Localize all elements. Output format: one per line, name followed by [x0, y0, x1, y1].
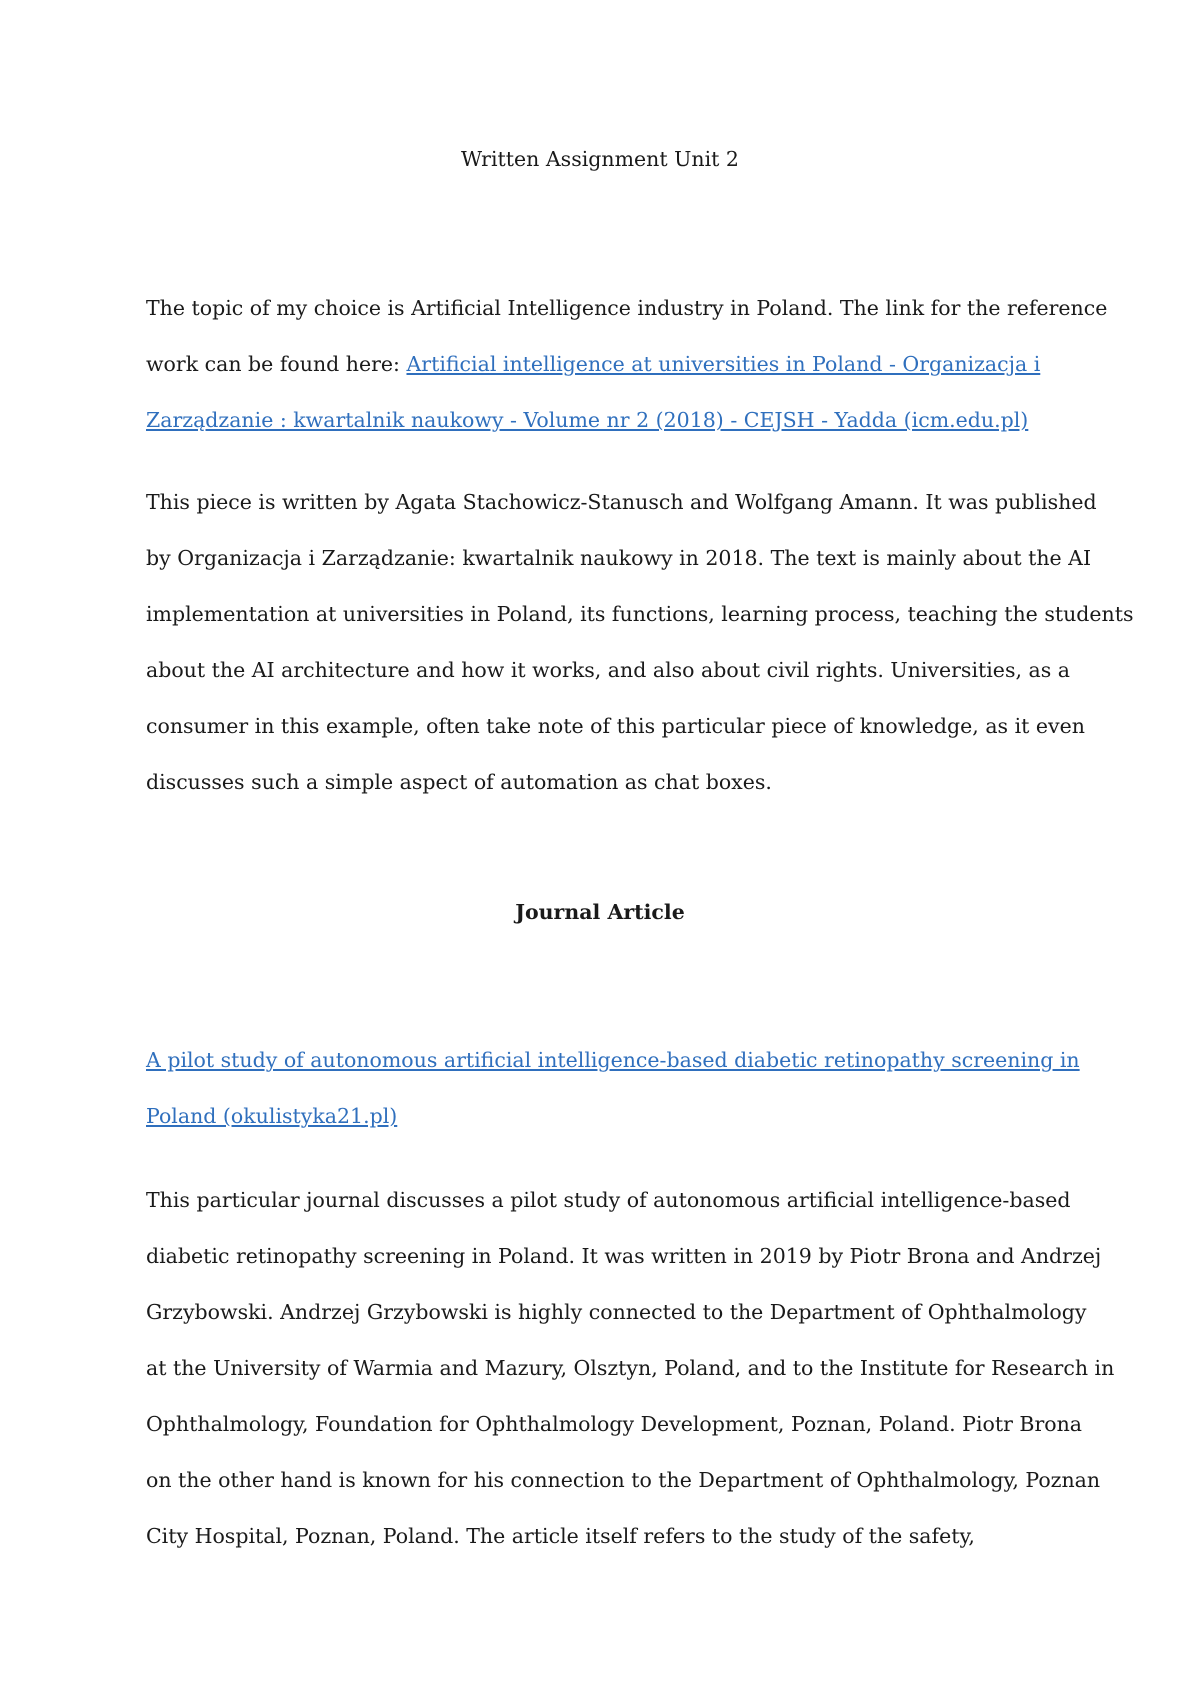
journal-article-heading: Journal Article — [515, 900, 685, 924]
summary-line: This piece is written by Agata Stachowicz-Stanusch and Wolfgang Amann. It was published — [146, 490, 1097, 514]
summary-line: discusses such a simple aspect of automation as chat boxes. — [146, 770, 772, 794]
document-title: Written Assignment Unit 2 — [461, 147, 739, 171]
summary-paragraph — [146, 474, 1134, 810]
summary-line: consumer in this example, often take note of this particular piece of knowledge, as it even — [146, 714, 1085, 738]
journal-line: City Hospital, Poznan, Poland. The article itself refers to the study of the safety, — [146, 1524, 975, 1548]
journal-link-line-1 — [146, 1032, 1080, 1088]
journal-link-line-2 — [146, 1088, 1062, 1144]
reference-link-continued[interactable]: Zarządzanie : kwartalnik naukowy - Volume nr 2 (2018) - CEJSH - Yadda (icm.edu.pl) — [146, 408, 1029, 432]
journal-paragraph — [146, 1172, 1115, 1564]
summary-line: by Organizacja i Zarządzanie: kwartalnik naukowy in 2018. The text is mainly about the AI — [146, 546, 1092, 570]
summary-line: implementation at universities in Poland, its functions, learning process, teaching the students — [146, 602, 1134, 626]
journal-line: This particular journal discusses a pilot study of autonomous artificial intelligence-based — [146, 1188, 1071, 1212]
reference-link[interactable]: Artificial intelligence at universities in Poland - Organizacja i — [406, 352, 1041, 376]
journal-line: Grzybowski. Andrzej Grzybowski is highly connected to the Department of Ophthalmology — [146, 1300, 1087, 1324]
intro-line-2 — [146, 336, 1062, 392]
journal-line: at the University of Warmia and Mazury, Olsztyn, Poland, and to the Institute for Research in — [146, 1356, 1115, 1380]
intro-paragraph — [146, 280, 1108, 448]
journal-line: diabetic retinopathy screening in Poland. It was written in 2019 by Piotr Brona and Andrzej — [146, 1244, 1102, 1268]
journal-line: Ophthalmology, Foundation for Ophthalmology Development, Poznan, Poland. Piotr Brona — [146, 1412, 1083, 1436]
intro-line-1: The topic of my choice is Artificial Intelligence industry in Poland. The link for the reference — [146, 296, 1108, 320]
intro-line-3 — [146, 392, 1062, 448]
journal-line: on the other hand is known for his connection to the Department of Ophthalmology, Poznan — [146, 1468, 1101, 1492]
journal-link-continued[interactable]: Poland (okulistyka21.pl) — [146, 1104, 398, 1128]
journal-link[interactable]: A pilot study of autonomous artificial intelligence-based diabetic retinopathy screening in — [146, 1048, 1080, 1072]
intro-line-2-text: work can be found here: — [146, 352, 407, 376]
summary-line: about the AI architecture and how it works, and also about civil rights. Universities, as a — [146, 658, 1070, 682]
journal-link-block — [146, 1032, 1080, 1144]
